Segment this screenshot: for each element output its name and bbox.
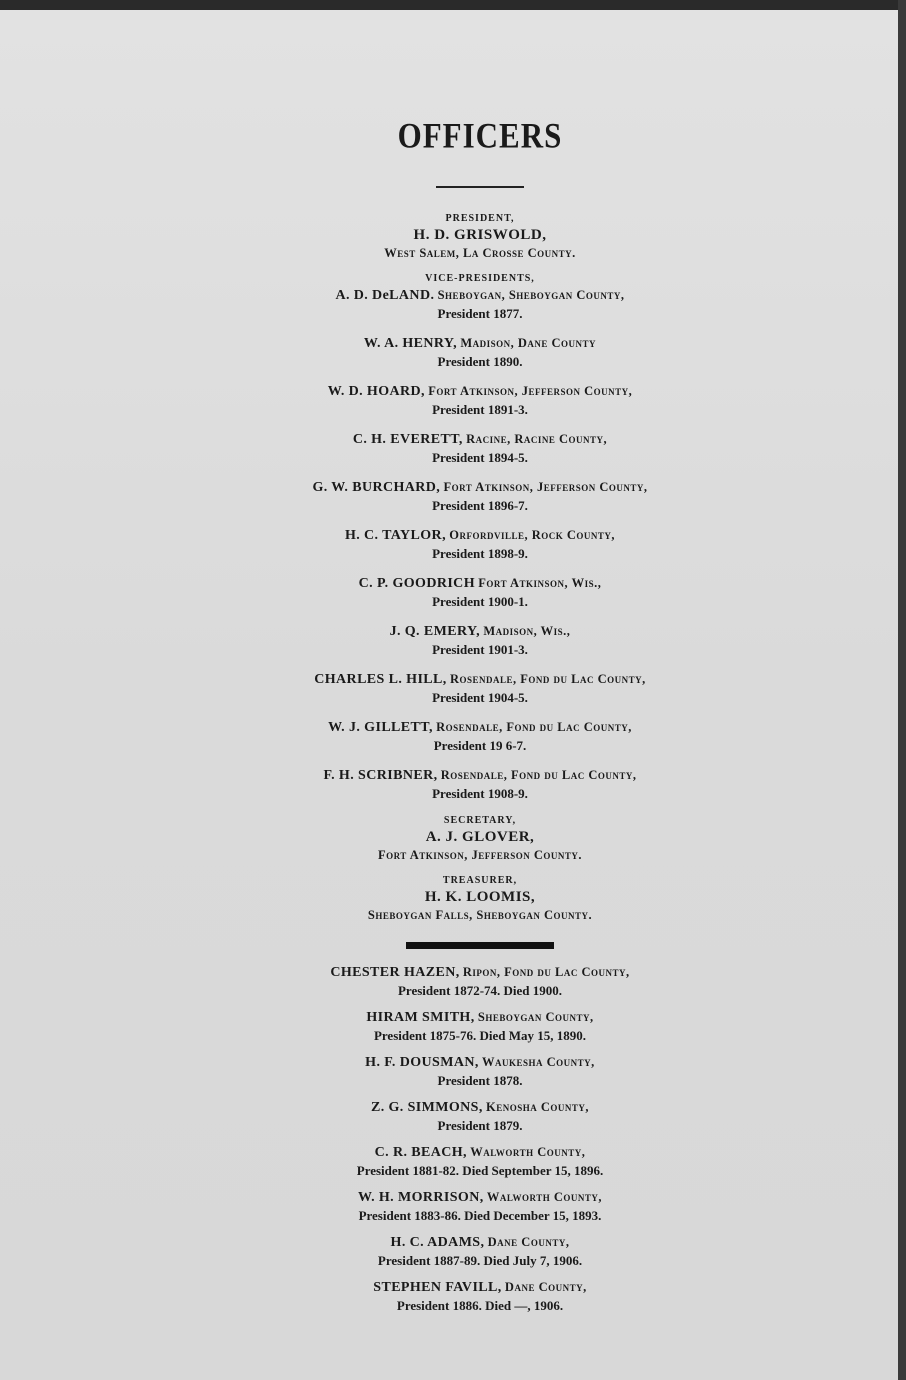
vice-president-entry-name: F. H. SCRIBNER, — [323, 768, 438, 783]
vice-president-entry — [180, 718, 780, 754]
vice-president-entry-name: W. A. HENRY, — [363, 336, 458, 351]
vice-president-entry — [180, 766, 780, 802]
past-president-entry — [180, 1233, 780, 1269]
past-president-entry — [180, 963, 780, 999]
vice-president-entry-term: President 1890. — [437, 354, 523, 369]
vice-president-entry-term: President 1898-9. — [432, 546, 528, 561]
vice-presidents-list — [180, 286, 780, 802]
past-president-entry-name: W. H. MORRISON, — [357, 1190, 484, 1205]
vice-president-entry-location: Orfordville, Rock County, — [449, 528, 616, 542]
title-divider — [436, 186, 524, 188]
past-president-entry — [180, 1143, 780, 1179]
vice-presidents-label: VICE-PRESIDENTS, — [425, 273, 535, 284]
past-president-entry-name: HIRAM SMITH, — [366, 1010, 475, 1025]
past-president-entry-location: Dane County, — [487, 1235, 570, 1249]
vice-president-entry-term: President 1896-7. — [432, 498, 528, 513]
past-president-entry-heading — [180, 1098, 780, 1117]
vice-president-entry-term: President 1877. — [437, 306, 523, 321]
scan-edge-top — [0, 0, 906, 10]
past-president-entry-heading — [180, 1233, 780, 1252]
past-president-entry-heading — [180, 1053, 780, 1072]
past-president-entry-name: H. C. ADAMS, — [390, 1235, 485, 1250]
vice-president-entry-location: Madison, Wis., — [483, 624, 571, 638]
past-president-entry — [180, 1278, 780, 1314]
past-president-entry-name: C. R. BEACH, — [374, 1145, 467, 1160]
vice-president-entry-term: President 1904-5. — [432, 690, 528, 705]
vice-president-entry-location: Rosendale, Fond du Lac County, — [436, 720, 632, 734]
vice-president-entry-name: H. C. TAYLOR, — [344, 528, 446, 543]
past-president-entry-location: Walworth County, — [486, 1190, 603, 1204]
vice-president-entry-heading — [180, 430, 780, 449]
vice-president-entry-heading — [180, 574, 780, 593]
vice-president-entry — [180, 574, 780, 610]
past-president-entry-term: President 1883-86. Died December 15, 1893. — [358, 1208, 602, 1223]
president-section — [180, 212, 780, 262]
officers-list — [180, 115, 780, 1323]
vice-president-entry-name: J. Q. EMERY, — [389, 624, 481, 639]
vice-president-entry-heading — [180, 670, 780, 689]
vice-president-entry-term: President 1891-3. — [432, 402, 528, 417]
vice-president-entry — [180, 430, 780, 466]
vice-president-entry-term: President 1901-3. — [432, 642, 528, 657]
past-president-entry-term: President 1886. Died —, 1906. — [396, 1298, 564, 1313]
past-president-entry-term: President 1879. — [437, 1118, 523, 1133]
treasurer-label: TREASURER, — [442, 875, 518, 886]
section-divider — [406, 942, 554, 949]
past-president-entry — [180, 1008, 780, 1044]
past-president-entry-location: Waukesha County, — [482, 1055, 595, 1069]
president-location: West Salem, La Crosse County. — [384, 246, 576, 260]
vice-presidents-section — [180, 272, 780, 802]
vice-president-entry-name: C. H. EVERETT, — [352, 432, 463, 447]
vice-president-entry-location: Madison, Dane County — [460, 336, 597, 350]
past-presidents-list — [180, 963, 780, 1314]
vice-president-entry-term: President 19 6-7. — [433, 738, 527, 753]
vice-president-entry-location: Fort Atkinson, Jefferson County, — [443, 480, 648, 494]
vice-president-entry-heading — [180, 334, 780, 353]
past-president-entry-location: Sheboygan County, — [477, 1010, 594, 1024]
vice-president-entry-location: Rosendale, Fond du Lac County, — [440, 768, 637, 782]
vice-president-entry-heading — [180, 766, 780, 785]
vice-president-entry-heading — [180, 286, 780, 305]
treasurer-name: H. K. LOOMIS, — [424, 889, 536, 905]
vice-president-entry-term: President 1894-5. — [432, 450, 528, 465]
vice-president-entry-heading — [180, 718, 780, 737]
vice-president-entry — [180, 334, 780, 370]
past-president-entry-term: President 1872-74. Died 1900. — [397, 983, 563, 998]
vice-president-entry-location: Racine, Racine County, — [466, 432, 608, 446]
past-president-entry-name: H. F. DOUSMAN, — [365, 1055, 479, 1070]
past-president-entry-location: Ripon, Fond du Lac County, — [462, 965, 630, 979]
secretary-section — [180, 814, 780, 864]
past-president-entry-term: President 1875-76. Died May 15, 1890. — [373, 1028, 587, 1043]
vice-president-entry — [180, 478, 780, 514]
vice-president-entry-term: President 1908-9. — [432, 786, 528, 801]
vice-president-entry-heading — [180, 526, 780, 545]
treasurer-location: Sheboygan Falls, Sheboygan County. — [367, 908, 593, 922]
vice-president-entry-term: President 1900-1. — [432, 594, 528, 609]
past-president-entry-location: Dane County, — [504, 1280, 587, 1294]
scan-edge-right — [898, 0, 906, 1380]
past-president-entry-location: Kenosha County, — [486, 1100, 590, 1114]
past-president-entry-name: CHESTER HAZEN, — [330, 965, 460, 980]
past-president-entry — [180, 1053, 780, 1089]
secretary-name: A. J. GLOVER, — [425, 829, 535, 845]
vice-president-entry-name: A. D. DeLAND. — [335, 288, 435, 303]
vice-president-entry — [180, 670, 780, 706]
president-label: PRESIDENT, — [445, 213, 515, 224]
vice-president-entry-name: G. W. BURCHARD, — [312, 480, 441, 495]
vice-president-entry — [180, 382, 780, 418]
past-president-entry — [180, 1188, 780, 1224]
president-name: H. D. GRISWOLD, — [413, 227, 547, 243]
past-president-entry-term: President 1887-89. Died July 7, 1906. — [377, 1253, 583, 1268]
past-president-entry-term: President 1878. — [437, 1073, 523, 1088]
vice-president-entry-heading — [180, 382, 780, 401]
secretary-label: SECRETARY, — [443, 815, 517, 826]
past-president-entry-location: Walworth County, — [470, 1145, 586, 1159]
past-president-entry-heading — [180, 1008, 780, 1027]
vice-president-entry-location: Sheboygan, Sheboygan County, — [437, 288, 625, 302]
vice-president-entry-heading — [180, 478, 780, 497]
past-president-entry-name: STEPHEN FAVILL, — [373, 1280, 502, 1295]
past-president-entry-heading — [180, 963, 780, 982]
treasurer-section — [180, 874, 780, 924]
vice-president-entry — [180, 286, 780, 322]
vice-president-entry-heading — [180, 622, 780, 641]
vice-president-entry-location: Fort Atkinson, Jefferson County, — [428, 384, 633, 398]
secretary-location: Fort Atkinson, Jefferson County. — [377, 848, 583, 862]
past-president-entry-name: Z. G. SIMMONS, — [370, 1100, 483, 1115]
vice-president-entry — [180, 526, 780, 562]
past-president-entry — [180, 1098, 780, 1134]
vice-president-entry-name: C. P. GOODRICH — [358, 576, 475, 591]
vice-president-entry-location: Fort Atkinson, Wis., — [478, 576, 602, 590]
vice-president-entry-location: Rosendale, Fond du Lac County, — [449, 672, 646, 686]
vice-president-entry-name: CHARLES L. HILL, — [314, 672, 447, 687]
page-title: OFFICERS — [397, 115, 563, 156]
vice-president-entry-name: W. J. GILLETT, — [328, 720, 433, 735]
past-president-entry-heading — [180, 1278, 780, 1297]
vice-president-entry-name: W. D. HOARD, — [327, 384, 425, 399]
past-president-entry-heading — [180, 1188, 780, 1207]
past-president-entry-term: President 1881-82. Died September 15, 1896. — [356, 1163, 604, 1178]
past-president-entry-heading — [180, 1143, 780, 1162]
vice-president-entry — [180, 622, 780, 658]
